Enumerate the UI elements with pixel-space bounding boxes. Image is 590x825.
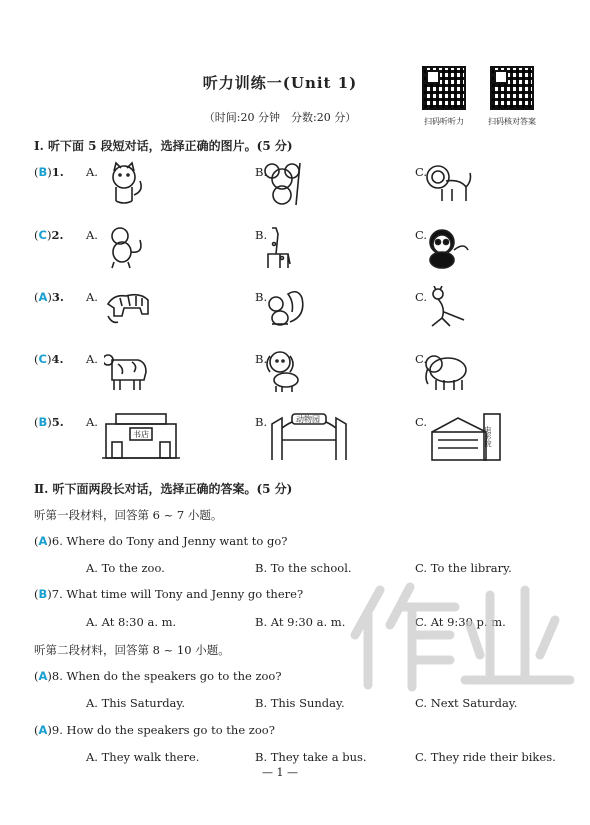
page-subtitle: （时间:20 分钟 分数:20 分）	[203, 111, 357, 124]
monkey-icon[interactable]	[104, 224, 152, 272]
q2-option-c: C.	[415, 228, 428, 242]
cat-icon[interactable]	[104, 161, 152, 209]
cinema-icon[interactable]	[428, 410, 510, 462]
answer-3: A	[38, 290, 48, 304]
koala-icon[interactable]	[262, 161, 310, 209]
q9-option-c: C. They ride their bikes.	[415, 750, 556, 764]
page-title: 听力训练一(Unit 1)	[202, 74, 358, 92]
part1-instruction: 听第一段材料，回答第 6 ~ 7 小题。	[34, 508, 223, 522]
q7-option-b: B. At 9:30 a. m.	[255, 615, 346, 629]
answer-6: A	[38, 534, 48, 548]
q3-option-c: C.	[415, 290, 428, 304]
q6-option-a: A. To the zoo.	[86, 561, 165, 575]
zoo-gate-icon[interactable]	[268, 410, 350, 462]
answer-8: A	[38, 669, 48, 683]
q8-option-c: C. Next Saturday.	[415, 696, 518, 710]
answer-1: B	[38, 165, 48, 179]
part2-instruction: 听第二段材料，回答第 8 ~ 10 小题。	[34, 643, 230, 657]
q9-option-a: A. They walk there.	[86, 750, 200, 764]
q7-option-c: C. At 9:30 p. m.	[415, 615, 506, 629]
lion-icon[interactable]	[424, 161, 472, 209]
question-9: (A)9. How do the speakers go to the zoo?	[34, 723, 275, 737]
qr-code-answers[interactable]	[490, 66, 534, 110]
q4-option-a: A.	[86, 352, 98, 366]
q2-option-b: B.	[255, 228, 268, 242]
question-1-label: (B)1.	[34, 165, 64, 179]
q3-option-a: A.	[86, 290, 98, 304]
q8-option-a: A. This Saturday.	[86, 696, 186, 710]
kangaroo-icon[interactable]	[424, 286, 472, 334]
bookstore-sign: 书店	[133, 430, 149, 439]
question-2-label: (C)2.	[34, 228, 64, 242]
q5-option-a: A.	[86, 415, 98, 429]
cinema-sign: 电影院	[484, 426, 492, 447]
question-8: (A)8. When do the speakers go to the zoo?	[34, 669, 282, 683]
qr-code-listening[interactable]	[422, 66, 466, 110]
q1-option-b: B.	[255, 165, 268, 179]
elephant-icon[interactable]	[424, 348, 472, 396]
qr-caption-listening: 扫码听听力	[424, 117, 464, 126]
cow-icon[interactable]	[104, 348, 152, 396]
zoo-sign: 动物园	[296, 415, 320, 424]
question-6: (A)6. Where do Tony and Jenny want to go?	[34, 534, 288, 548]
q3-option-b: B.	[255, 290, 268, 304]
q2-option-a: A.	[86, 228, 98, 242]
q1-option-a: A.	[86, 165, 98, 179]
question-5-label: (B)5.	[34, 415, 64, 429]
answer-9: A	[38, 723, 48, 737]
answer-5: B	[38, 415, 48, 429]
squirrel-icon[interactable]	[262, 286, 310, 334]
giraffe-icon[interactable]	[262, 224, 310, 272]
section2-heading: Ⅱ. 听下面两段长对话，选择正确的答案。(5 分)	[34, 482, 293, 496]
tiger-icon[interactable]	[104, 286, 152, 334]
question-4-label: (C)4.	[34, 352, 64, 366]
section1-heading: Ⅰ. 听下面 5 段短对话，选择正确的图片。(5 分)	[34, 139, 293, 153]
q1-option-c: C.	[415, 165, 428, 179]
q8-option-b: B. This Sunday.	[255, 696, 345, 710]
q9-option-b: B. They take a bus.	[255, 750, 367, 764]
answer-7: B	[38, 587, 48, 601]
page-number: — 1 —	[262, 766, 298, 779]
dog-icon[interactable]	[262, 348, 310, 396]
q7-option-a: A. At 8:30 a. m.	[86, 615, 177, 629]
bookstore-icon[interactable]	[100, 410, 182, 462]
q6-option-c: C. To the library.	[415, 561, 512, 575]
q5-option-b: B.	[255, 415, 268, 429]
q4-option-c: C.	[415, 352, 428, 366]
answer-2: C	[38, 228, 47, 242]
q5-option-c: C.	[415, 415, 428, 429]
panda-icon[interactable]	[424, 224, 472, 272]
qr-caption-answers: 扫码核对答案	[488, 117, 536, 126]
question-7: (B)7. What time will Tony and Jenny go there?	[34, 587, 304, 601]
q6-option-b: B. To the school.	[255, 561, 352, 575]
question-3-label: (A)3.	[34, 290, 64, 304]
answer-4: C	[38, 352, 47, 366]
watermark-logo	[340, 575, 585, 695]
q4-option-b: B.	[255, 352, 268, 366]
